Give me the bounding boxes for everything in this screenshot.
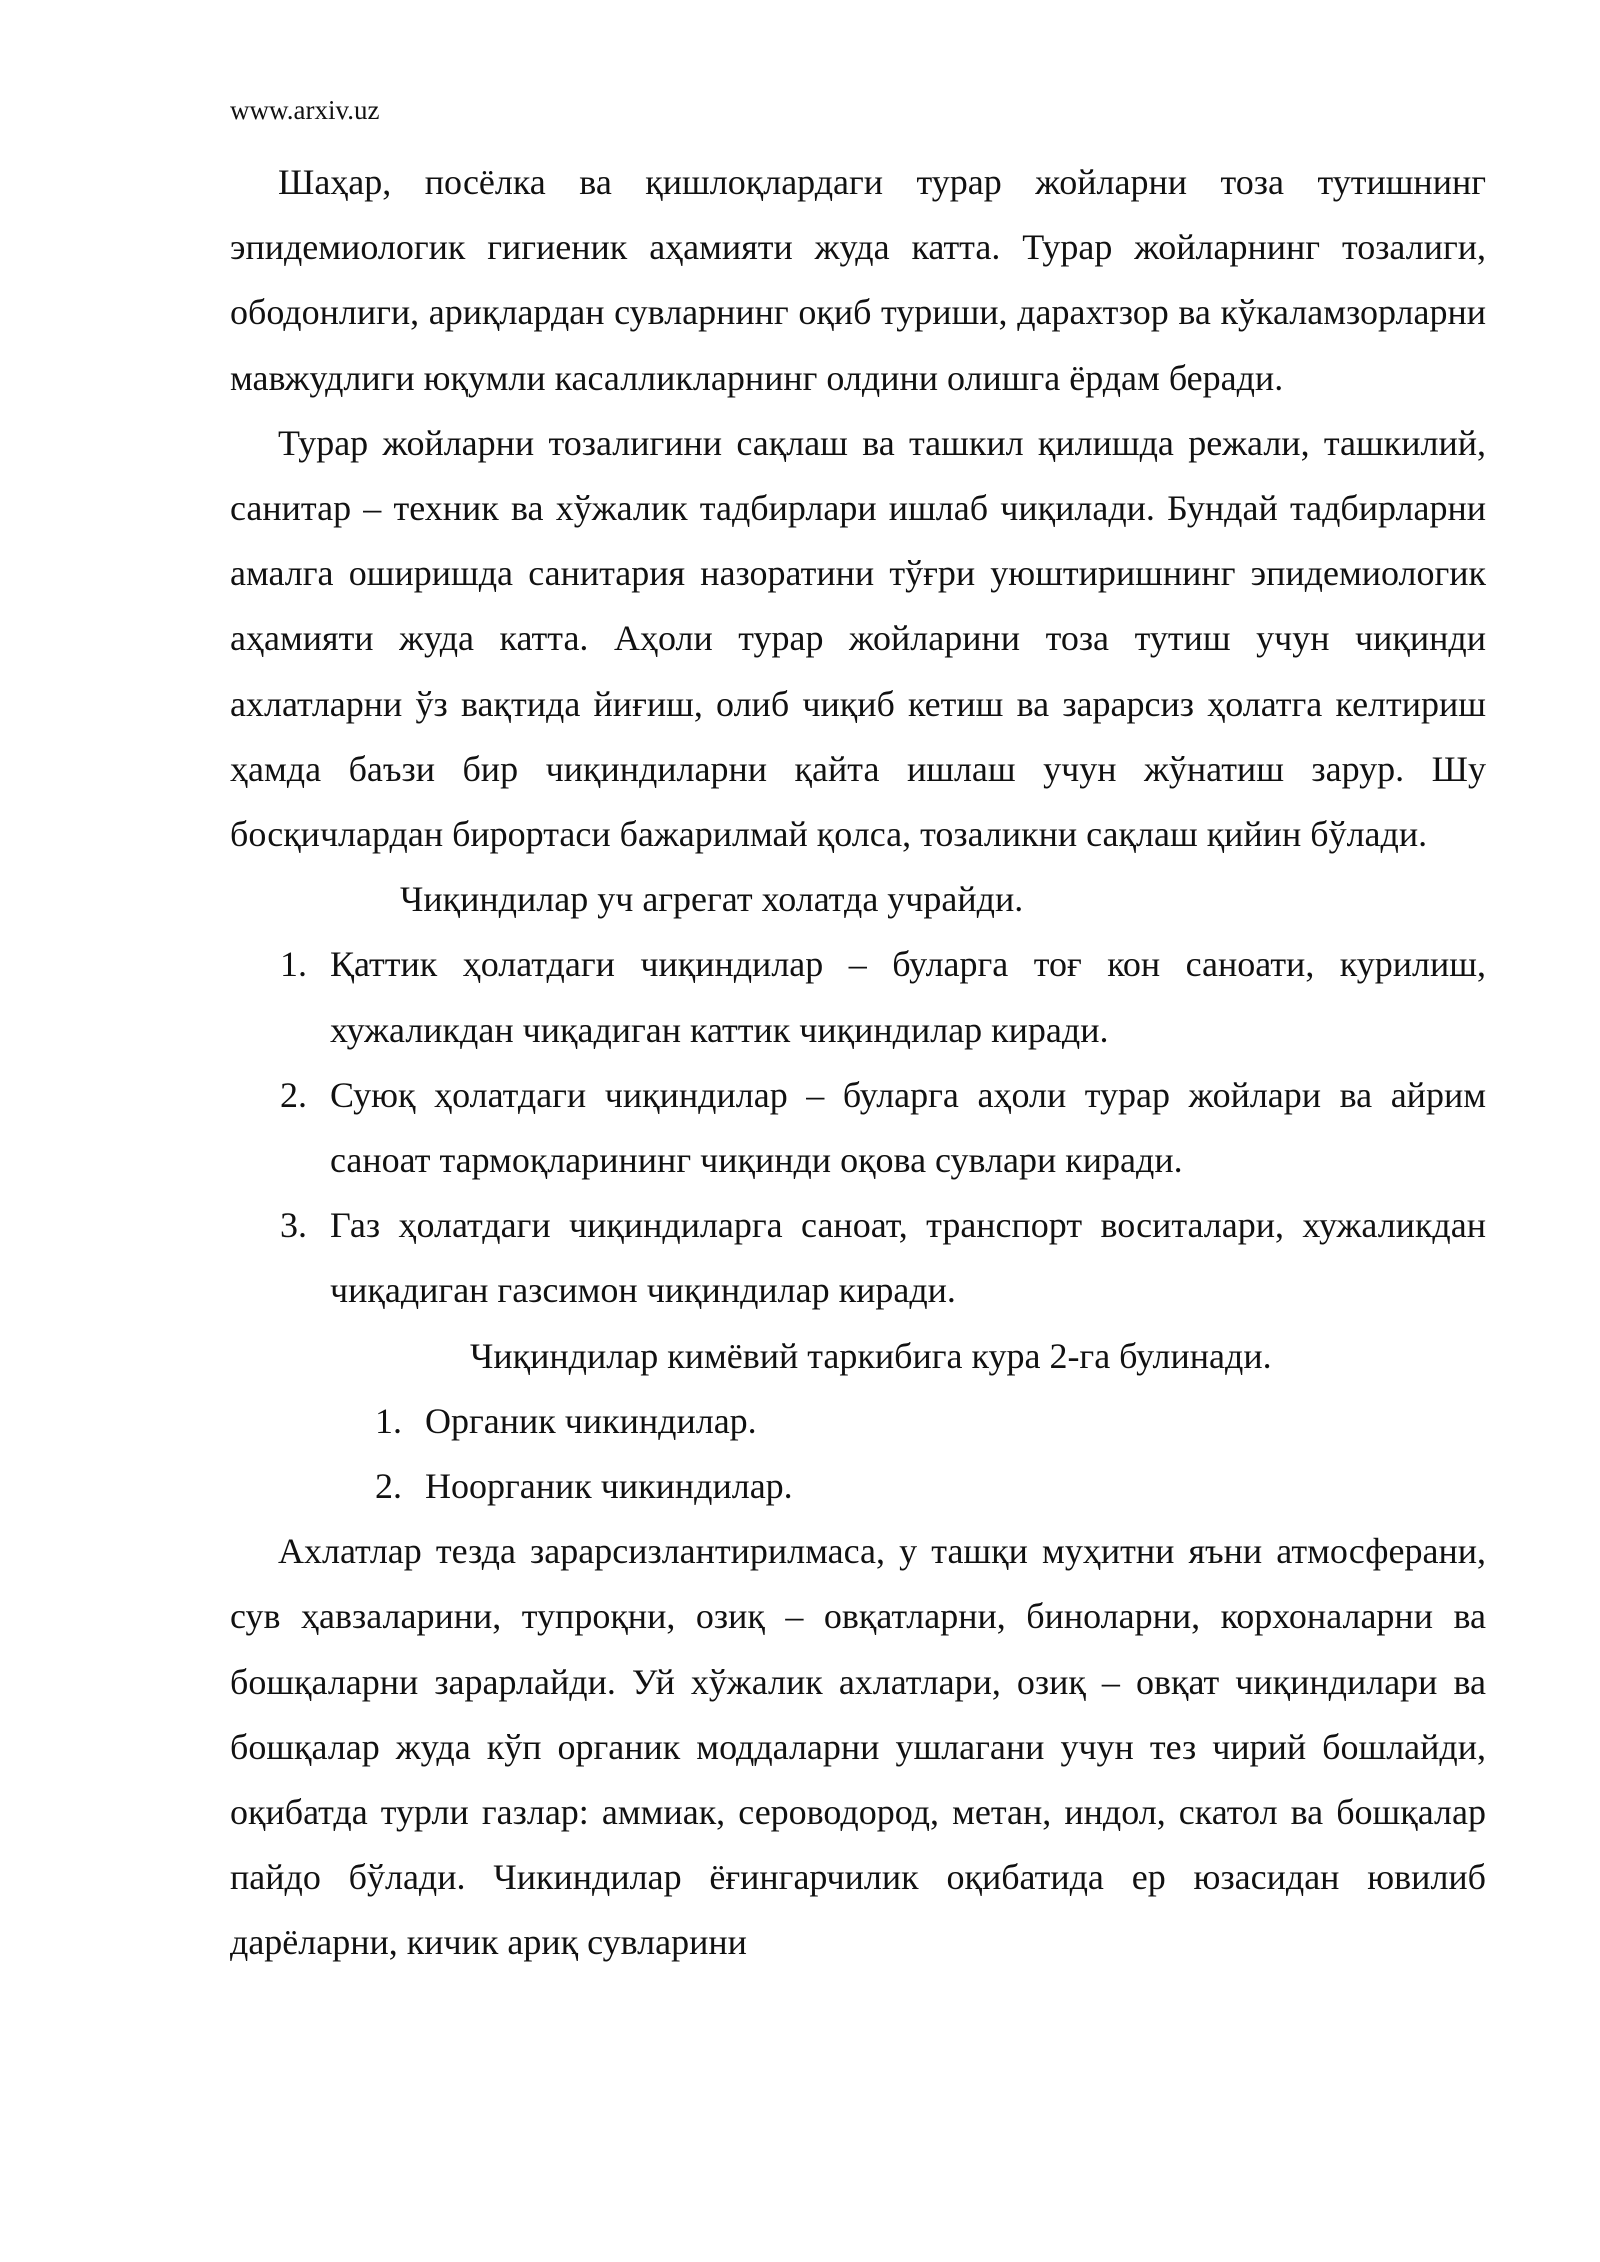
aggregate-states-list [230, 932, 1486, 1323]
list-item-inorganic [230, 1454, 1486, 1519]
document-body [230, 150, 1486, 1976]
paragraph-waste-effects: Ахлатлар тезда зарарсизлантирилмаса, у ташқи муҳитни яъни атмосферани, сув ҳавзаларини, тупроқни, озиқ – овқатларни, биноларни, корхоналарни ва бошқаларни зарарлайди. Уй хўжалик ахлатлари, озиқ – овқат чиқиндилари ва бошқалар жуда кўп органик моддаларни ушлагани учун тез чирий бошлайди, оқибатда турли газлар: аммиак, сероводород, метан, индол, скатол ва бошқалар пайдо бўлади. Чикиндилар ёғингарчилик оқибатида ер юзасидан ювилиб дарёларни, кичик ариқ сувларини [230, 1531, 1486, 1963]
heading-chemical-composition: Чиқиндилар кимёвий таркибига кура 2-га булинади. [470, 1335, 1272, 1376]
list-item-gas-waste [230, 1193, 1486, 1323]
list-item-number: 2. [375, 1466, 402, 1507]
site-url: www.arxiv.uz [230, 95, 380, 125]
list-item-text: Ноорганик чикиндилар. [425, 1466, 793, 1507]
list-item-number: 3. [280, 1205, 307, 1246]
list-item-text: Суюқ ҳолатдаги чиқиндилар – буларга аҳоли турар жойлари ва айрим саноат тармоқларининг чиқинди оқова сувлари киради. [330, 1074, 1486, 1181]
list-item-number: 1. [375, 1400, 402, 1441]
list-item-text: Қаттик ҳолатдаги чиқиндилар – буларга тоғ кон саноати, курилиш, хужаликдан чиқадиган каттик чиқиндилар киради. [330, 944, 1486, 1050]
paragraph-sanitation-measures: Турар жойларни тозалигини сақлаш ва ташкил қилишда режали, ташкилий, санитар – техник ва хўжалик тадбирлари ишлаб чиқилади. Бундай тадбирларни амалга оширишда санитария назоратини тўғри уюштиришнинг эпидемиологик аҳамияти жуда катта. Аҳоли турар жойларини тоза тутиш учун чиқинди ахлатларни ўз вақтида йиғиш, олиб чиқиб кетиш ва зарарсиз ҳолатга келтириш ҳамда баъзи бир чиқиндиларни қайта ишлаш учун жўнатиш зарур. Шу босқичлардан бирортаси бажарилмай қолса, тозаликни сақлаш қийин бўлади. [230, 422, 1486, 855]
list-item-text: Газ ҳолатдаги чиқиндиларга саноат, транспорт воситалари, хужаликдан чиқадиган газсимон чиқиндилар киради. [330, 1205, 1486, 1311]
list-item-text: Органик чикиндилар. [425, 1400, 757, 1441]
list-item-number: 2. [280, 1074, 307, 1115]
paragraph-cleanliness: Шаҳар, посёлка ва қишлоқлардаги турар жойларни тоза тутишнинг эпидемиологик гигиеник аҳамияти жуда катта. Турар жойларнинг тозалиги, ободонлиги, ариқлардан сувларнинг оқиб туриши, дарахтзор ва кўкаламзорларни мавжудлиги юқумли касалликларнинг олдини олишга ёрдам беради. [230, 162, 1486, 398]
chemical-composition-list [230, 1389, 1486, 1519]
heading-aggregate-states: Чиқиндилар уч агрегат холатда учрайди. [400, 879, 1024, 920]
list-item-number: 1. [280, 944, 307, 985]
list-item-solid-waste [230, 932, 1486, 1062]
list-item-organic [230, 1389, 1486, 1454]
list-item-liquid-waste [230, 1063, 1486, 1193]
